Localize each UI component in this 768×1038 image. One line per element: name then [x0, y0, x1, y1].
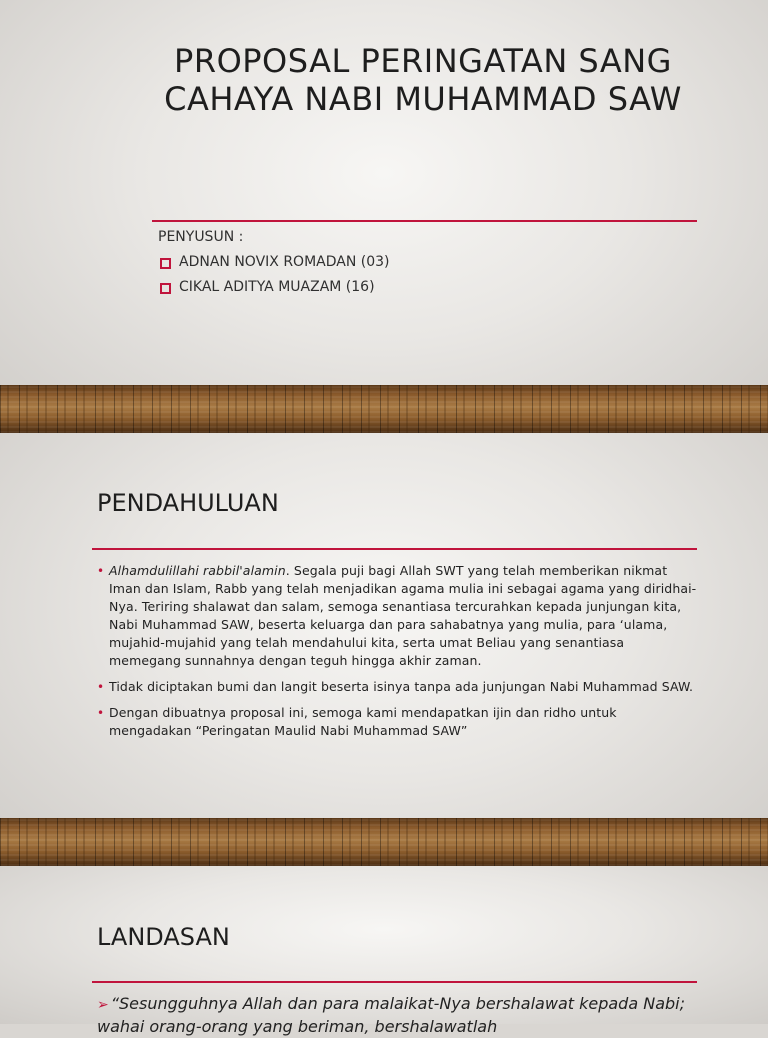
presentation-title: PROPOSAL PERINGATAN SANG CAHAYA NABI MUHAMMAD SAW: [164, 42, 682, 118]
author-name: CIKAL ADITYA MUAZAM (16): [179, 279, 375, 295]
author-name: ADNAN NOVIX ROMADAN (03): [179, 254, 390, 270]
quote-body: “Sesungguhnya Allah dan para malaikat-Nya bershalawat kepada Nabi; wahai orang-orang yang beriman, bershalawatlah: [97, 994, 685, 1036]
slide-heading: LANDASAN: [97, 923, 230, 951]
list-item: [158, 254, 390, 279]
bullet-text: Dengan dibuatnya proposal ini, semoga kami mendapatkan ijin dan ridho untuk mengadakan “Peringatan Maulid Nabi Muhammad SAW”: [109, 705, 617, 738]
wood-floor: [0, 385, 768, 433]
square-bullet-icon: [160, 258, 171, 269]
bullet-text: . Segala puji bagi Allah SWT yang telah memberikan nikmat Iman dan Islam, Rabb yang telah menjadikan agama mulia ini sebagai agama yang diridhai-Nya. Teriring shalawat dan salam, semoga senantiasa tercurahkan kepada junjungan kita, Nabi Muhammad SAW, beserta keluarga dan para sahabatnya yang mulia, para ‘ulama, mujahid-mujahid yang telah mendahului kita, serta umat Beliau yang senantiasa memegang sunnahnya dengan teguh hingga akhir zaman.: [109, 563, 697, 668]
list-item: [97, 562, 697, 670]
square-bullet-icon: [160, 283, 171, 294]
bullet-icon: •: [97, 564, 105, 578]
slide-introduction: [0, 433, 768, 866]
bullet-list: [97, 562, 697, 748]
heading-divider: [92, 981, 697, 983]
slide-landasan: [0, 866, 768, 1036]
authors-label: PENYUSUN :: [158, 229, 244, 245]
list-item: [97, 704, 697, 740]
heading-divider: [92, 548, 697, 550]
slide-title: [0, 0, 768, 433]
quote-text: [97, 993, 697, 1038]
bullet-icon: •: [97, 706, 105, 720]
wood-floor: [0, 818, 768, 866]
list-item: [97, 678, 697, 696]
authors-list: [158, 254, 390, 304]
list-item: [158, 279, 390, 304]
slide-heading: PENDAHULUAN: [97, 489, 279, 517]
arrow-bullet-icon: ➢: [97, 997, 109, 1013]
bullet-icon: •: [97, 680, 105, 694]
title-divider: [152, 220, 697, 222]
bullet-italic-text: Alhamdulillahi rabbil'alamin: [109, 563, 286, 578]
bullet-text: Tidak diciptakan bumi dan langit beserta isinya tanpa ada junjungan Nabi Muhammad SAW.: [109, 679, 694, 694]
